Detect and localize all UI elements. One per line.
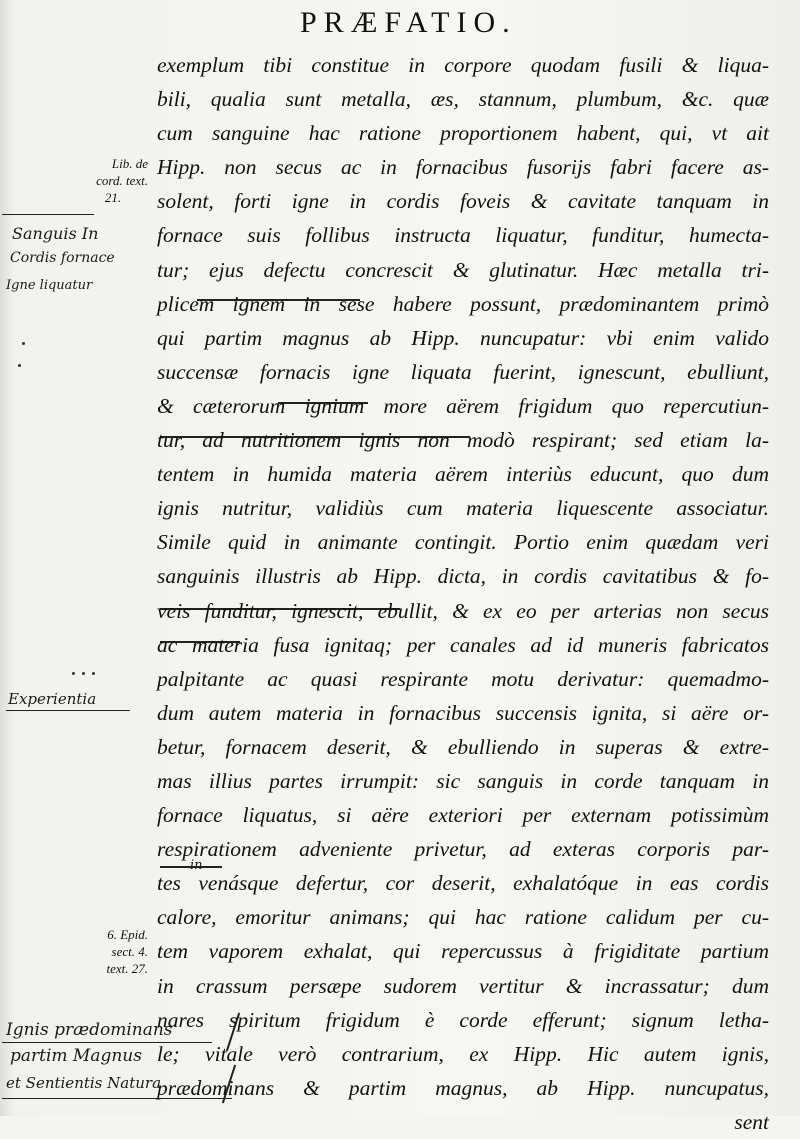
text-line: plicem ignem in sese habere possunt, prædominantem primò bbox=[157, 291, 769, 316]
handwritten-underline-experientia bbox=[6, 710, 130, 711]
handwritten-note-sanguis: Sanguis In bbox=[12, 224, 99, 243]
text-line: palpitante ac quasi respirante motu derivatur: quemadmo- bbox=[157, 666, 769, 691]
margin-note-line: sect. 4. bbox=[111, 944, 148, 959]
text-line: tentem in humida materia aërem interiùs educunt, quo dum bbox=[157, 462, 769, 487]
text-line: dum autem materia in fornacibus succensis ignita, si aëre or- bbox=[157, 700, 769, 725]
margin-note-line: text. 27. bbox=[106, 961, 148, 976]
handwritten-note-cordis: Cordis fornace bbox=[10, 250, 115, 266]
handwritten-note-partim: partim Magnus bbox=[10, 1046, 142, 1066]
text-line: ac materia fusa ignitaq; per canales ad id muneris fabricatos bbox=[157, 632, 769, 657]
text-line: tur, ad nutritionem ignis non modò respirant; sed etiam la- bbox=[157, 428, 769, 453]
text-line: le; vitale verò contrarium, ex Hipp. Hic autem ignis, bbox=[157, 1041, 769, 1066]
text-line: respirationem adveniente privetur, ad exteras corporis par- bbox=[157, 837, 769, 862]
body-text bbox=[157, 48, 769, 1139]
margin-reference-epid bbox=[68, 926, 148, 977]
text-line: mas illius partes irrumpit: sic sanguis in corde tanquam in bbox=[157, 768, 769, 793]
text-line: betur, fornacem deserit, & ebulliendo in superas & extre- bbox=[157, 734, 769, 759]
margin-note-line: 21. bbox=[104, 190, 122, 205]
text-line: veis funditur, ignescit, ebullit, & ex eo per arterias non secus bbox=[157, 598, 769, 623]
margin-reference-lib-de-cord bbox=[58, 155, 148, 206]
text-line: & cæterorum ignium more aërem frigidum quo repercutiun- bbox=[157, 393, 769, 418]
handwritten-note-ignis: Ignis prædominans bbox=[6, 1020, 173, 1040]
text-line: in crassum persæpe sudorem vertitur & incrassatur; dum bbox=[157, 973, 769, 998]
text-line: fornace liquatus, si aëre exteriori per externam potissimùm bbox=[157, 803, 769, 828]
text-line: tur; ejus defectu concrescit & glutinatur. Hæc metalla tri- bbox=[157, 257, 769, 282]
ink-dot bbox=[18, 364, 21, 367]
text-line: calore, emoritur animans; qui hac ratione calidum per cu- bbox=[157, 905, 769, 930]
margin-note-line: 6. Epid. bbox=[107, 927, 148, 942]
text-line: succensæ fornacis igne liquata fuerint, ignescunt, ebulliunt, bbox=[157, 359, 769, 384]
margin-note-line: cord. text. bbox=[96, 173, 148, 188]
text-line: nares spiritum frigidum è corde efferunt; signum letha- bbox=[157, 1007, 769, 1032]
text-line: sanguinis illustris ab Hipp. dicta, in cordis cavitatibus & fo- bbox=[157, 564, 769, 589]
text-line: tem vaporem exhalat, qui repercussus à frigiditate partium bbox=[157, 939, 769, 964]
text-line: exemplum tibi constitue in corpore quodam fusili & liqua- bbox=[157, 53, 769, 77]
text-line: Hipp. non secus ac in fornacibus fusorijs fabri facere as- bbox=[157, 155, 769, 180]
text-line: solent, forti igne in cordis foveis & cavitate tanquam in bbox=[157, 189, 769, 214]
text-line: prædominans & partim magnus, ab Hipp. nuncupatus, bbox=[157, 1075, 769, 1100]
text-line: fornace suis follibus instructa liquatur, funditur, humecta- bbox=[157, 223, 769, 248]
handwritten-note-igne: Igne liquatur bbox=[6, 278, 93, 293]
text-line: Simile quid in animante contingit. Portio enim quædam veri bbox=[157, 530, 769, 555]
ink-dot bbox=[72, 672, 75, 675]
text-line: bili, qualia sunt metalla, æs, stannum, plumbum, &c. quæ bbox=[157, 87, 769, 112]
handwritten-note-experientia: Experientia bbox=[8, 690, 97, 708]
ink-dot bbox=[82, 672, 85, 675]
handwritten-note-sentientis: et Sentientis Natura bbox=[6, 1074, 162, 1092]
ink-dot bbox=[92, 672, 95, 675]
text-line: cum sanguine hac ratione proportionem habent, qui, vt ait bbox=[157, 121, 769, 146]
handwritten-rule-top bbox=[2, 214, 94, 215]
page-header: PRÆFATIO. bbox=[300, 6, 517, 39]
text-line: tes venásque defertur, cor deserit, exhalatóque in eas cordis bbox=[157, 871, 769, 896]
text-line: qui partim magnus ab Hipp. nuncupatur: vbi enim valido bbox=[157, 325, 769, 350]
catchword: sent bbox=[734, 1109, 769, 1134]
margin-note-line: Lib. de bbox=[111, 156, 148, 171]
ink-dot bbox=[22, 342, 25, 345]
text-line: ignis nutritur, validiùs cum materia liquescente associatur. bbox=[157, 496, 769, 521]
